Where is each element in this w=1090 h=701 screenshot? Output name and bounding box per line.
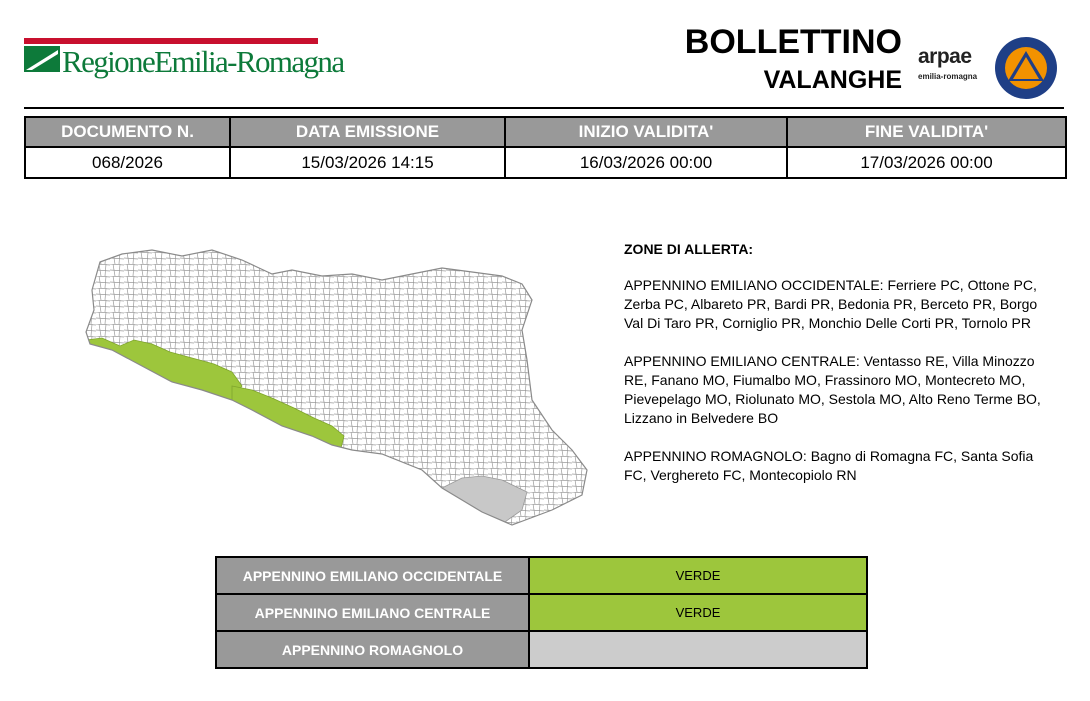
level-row-occidentale [216, 557, 867, 594]
header-inizio-validita: INIZIO VALIDITA' [505, 117, 787, 147]
level-value: VERDE [529, 594, 867, 631]
header-divider [24, 107, 1064, 109]
zone-romagnolo-description: APPENNINO ROMAGNOLO: Bagno di Romagna FC, Santa Sofia FC, Verghereto FC, Montecopiolo RN [624, 448, 1034, 483]
level-zone-name: APPENNINO EMILIANO OCCIDENTALE [216, 557, 529, 594]
level-zone-name: APPENNINO EMILIANO CENTRALE [216, 594, 529, 631]
regione-emilia-romagna-logo [24, 38, 344, 82]
level-value: VERDE [529, 557, 867, 594]
header-fine-validita: FINE VALIDITA' [787, 117, 1066, 147]
zone-centrale-description: APPENNINO EMILIANO CENTRALE: Ventasso RE, Villa Minozzo RE, Fanano MO, Fiumalbo MO, Frassinoro MO, Montecreto MO, Pievepelago MO, Riolunato MO, Sestola MO, Alto Reno Terme BO, Lizzano in Belvedere BO [624, 353, 1041, 426]
header-documento: DOCUMENTO N. [25, 117, 230, 147]
validity-value-row [25, 147, 1066, 178]
bulletin-title: BOLLETTINO [684, 23, 902, 61]
alert-zones-heading: ZONE DI ALLERTA: [624, 241, 754, 257]
validity-header-row [25, 117, 1066, 147]
alert-zones-description [624, 240, 1054, 504]
header-data-emissione: DATA EMISSIONE [230, 117, 505, 147]
region-logo-text: RegioneEmilia-Romagna [62, 44, 344, 79]
level-zone-name: APPENNINO ROMAGNOLO [216, 631, 529, 668]
arpae-logo [918, 44, 988, 84]
level-value [529, 631, 867, 668]
zone-occidentale-description: APPENNINO EMILIANO OCCIDENTALE: Ferriere PC, Ottone PC, Zerba PC, Albareto PR, Bardi PR, Bedonia PR, Berceto PR, Borgo Val Di Taro PR, Corniglio PR, Monchio Delle Corti PR, Tornolo PR [624, 277, 1038, 331]
value-fine-validita: 17/03/2026 00:00 [787, 147, 1066, 178]
alert-zones-map [82, 240, 602, 540]
region-flag-icon [24, 46, 60, 72]
arpae-logo-text: arpae [918, 45, 972, 68]
protezione-civile-logo-icon [994, 36, 1058, 100]
value-documento: 068/2026 [25, 147, 230, 178]
level-row-romagnolo [216, 631, 867, 668]
arpae-logo-subtext: emilia-romagna [918, 72, 978, 81]
level-row-centrale [216, 594, 867, 631]
alert-level-table [215, 556, 868, 669]
value-data-emissione: 15/03/2026 14:15 [230, 147, 505, 178]
value-inizio-validita: 16/03/2026 00:00 [505, 147, 787, 178]
bulletin-subtitle: VALANGHE [763, 66, 902, 94]
validity-table [24, 116, 1067, 179]
